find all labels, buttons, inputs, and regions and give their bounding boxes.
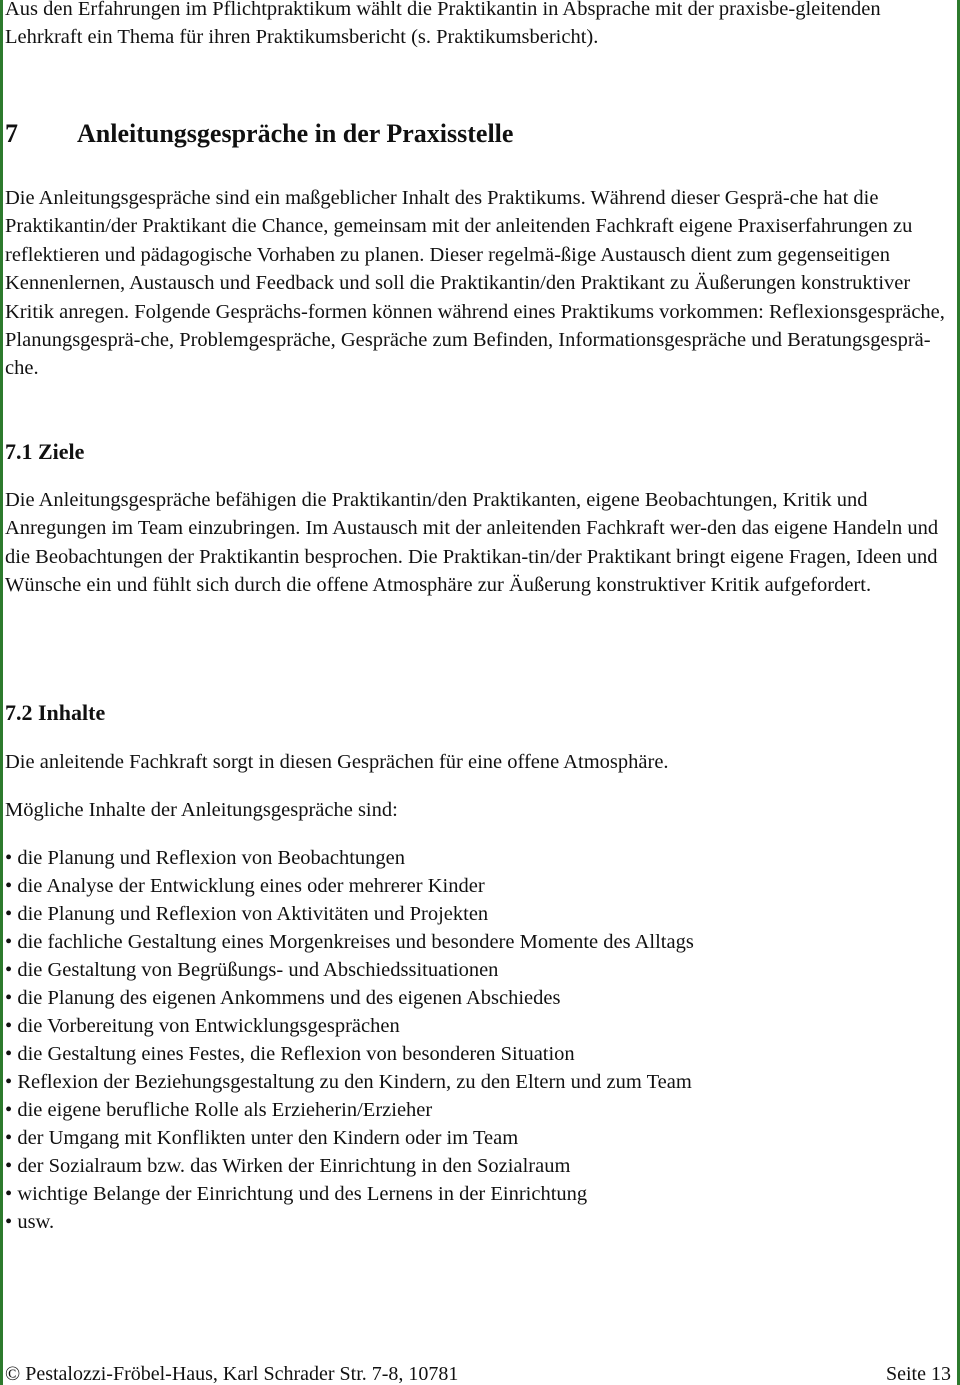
section-7-number: 7 (5, 119, 18, 148)
page-number: Seite 13 (886, 1363, 951, 1385)
list-item: • die Analyse der Entwicklung eines oder mehrerer Kinder (5, 872, 951, 900)
list-item: • die Planung und Reflexion von Aktivitäten und Projekten (5, 900, 951, 928)
intro-paragraph: Aus den Erfahrungen im Pflichtpraktikum wählt die Praktikantin in Absprache mit der praxisbe-gleitenden Lehrkraft ein Thema für ihren Praktikumsbericht (s. Praktikumsbericht). (5, 0, 881, 49)
list-item: • die Gestaltung eines Festes, die Reflexion von besonderen Situation (5, 1040, 951, 1068)
section-7-heading (5, 118, 951, 150)
list-item: • die Vorbereitung von Entwicklungsgesprächen (5, 1012, 951, 1040)
section-7-1-paragraph: Die Anleitungsgespräche befähigen die Praktikantin/den Praktikanten, eigene Beobachtungen, Kritik und Anregungen im Team einzubringen. Im Austausch mit der anleitenden Fachkraft wer-den das eigene Handeln und die Beobachtungen der Praktikantin besprochen. Die Praktikan-tin/der Praktikant bringt eigene Fragen, Ideen und Wünsche ein und fühlt sich durch die offene Atmosphäre zur Äußerung konstruktiver Kritik aufgefordert. (5, 489, 939, 597)
list-item: • die Gestaltung von Begrüßungs- und Abschiedssituationen (5, 956, 951, 984)
content-bullet-list (5, 844, 951, 1236)
list-item: • der Sozialraum bzw. das Wirken der Einrichtung in den Sozialraum (5, 1152, 951, 1180)
section-7-2-paragraph-2: Mögliche Inhalte der Anleitungsgespräche sind: (5, 799, 398, 821)
list-item: • Reflexion der Beziehungsgestaltung zu den Kindern, zu den Eltern und zum Team (5, 1068, 951, 1096)
list-item: • der Umgang mit Konflikten unter den Kindern oder im Team (5, 1124, 951, 1152)
list-item: • die Planung des eigenen Ankommens und des eigenen Abschiedes (5, 984, 951, 1012)
list-item: • usw. (5, 1208, 951, 1236)
list-item: • die Planung und Reflexion von Beobachtungen (5, 844, 951, 872)
section-7-title: Anleitungsgespräche in der Praxisstelle (77, 119, 514, 148)
section-7-paragraph: Die Anleitungsgespräche sind ein maßgeblicher Inhalt des Praktikums. Während dieser Gesprä-che hat die Praktikantin/der Praktikant die Chance, gemeinsam mit der anleitenden Fachkraft eigene Praxiserfahrungen zu reflektieren und pädagogische Vorhaben zu planen. Dieser regelmä-ßige Austausch dient zum gegenseitigen Kennenlernen, Austausch und Feedback und soll die Praktikantin/den Praktikant zu Äußerungen konstruktiver Kritik anregen. Folgende Gesprächs-formen können während eines Praktikums vorkommen: Reflexionsgespräche, Planungsgesprä-che, Problemgespräche, Gespräche zum Befinden, Informationsgespräche und Beratungsgesprä-che. (5, 187, 945, 380)
section-7-2-paragraph-1: Die anleitende Fachkraft sorgt in diesen Gesprächen für eine offene Atmosphäre. (5, 751, 669, 773)
footer-copyright: © Pestalozzi-Fröbel-Haus, Karl Schrader Str. 7-8, 10781 (5, 1363, 459, 1385)
list-item: • wichtige Belange der Einrichtung und des Lernens in der Einrichtung (5, 1180, 951, 1208)
section-7-1-heading: 7.1 Ziele (5, 439, 85, 464)
list-item: • die fachliche Gestaltung eines Morgenkreises und besondere Momente des Alltags (5, 928, 951, 956)
list-item: • die eigene berufliche Rolle als Erzieherin/Erzieher (5, 1096, 951, 1124)
section-7-2-heading: 7.2 Inhalte (5, 700, 106, 725)
